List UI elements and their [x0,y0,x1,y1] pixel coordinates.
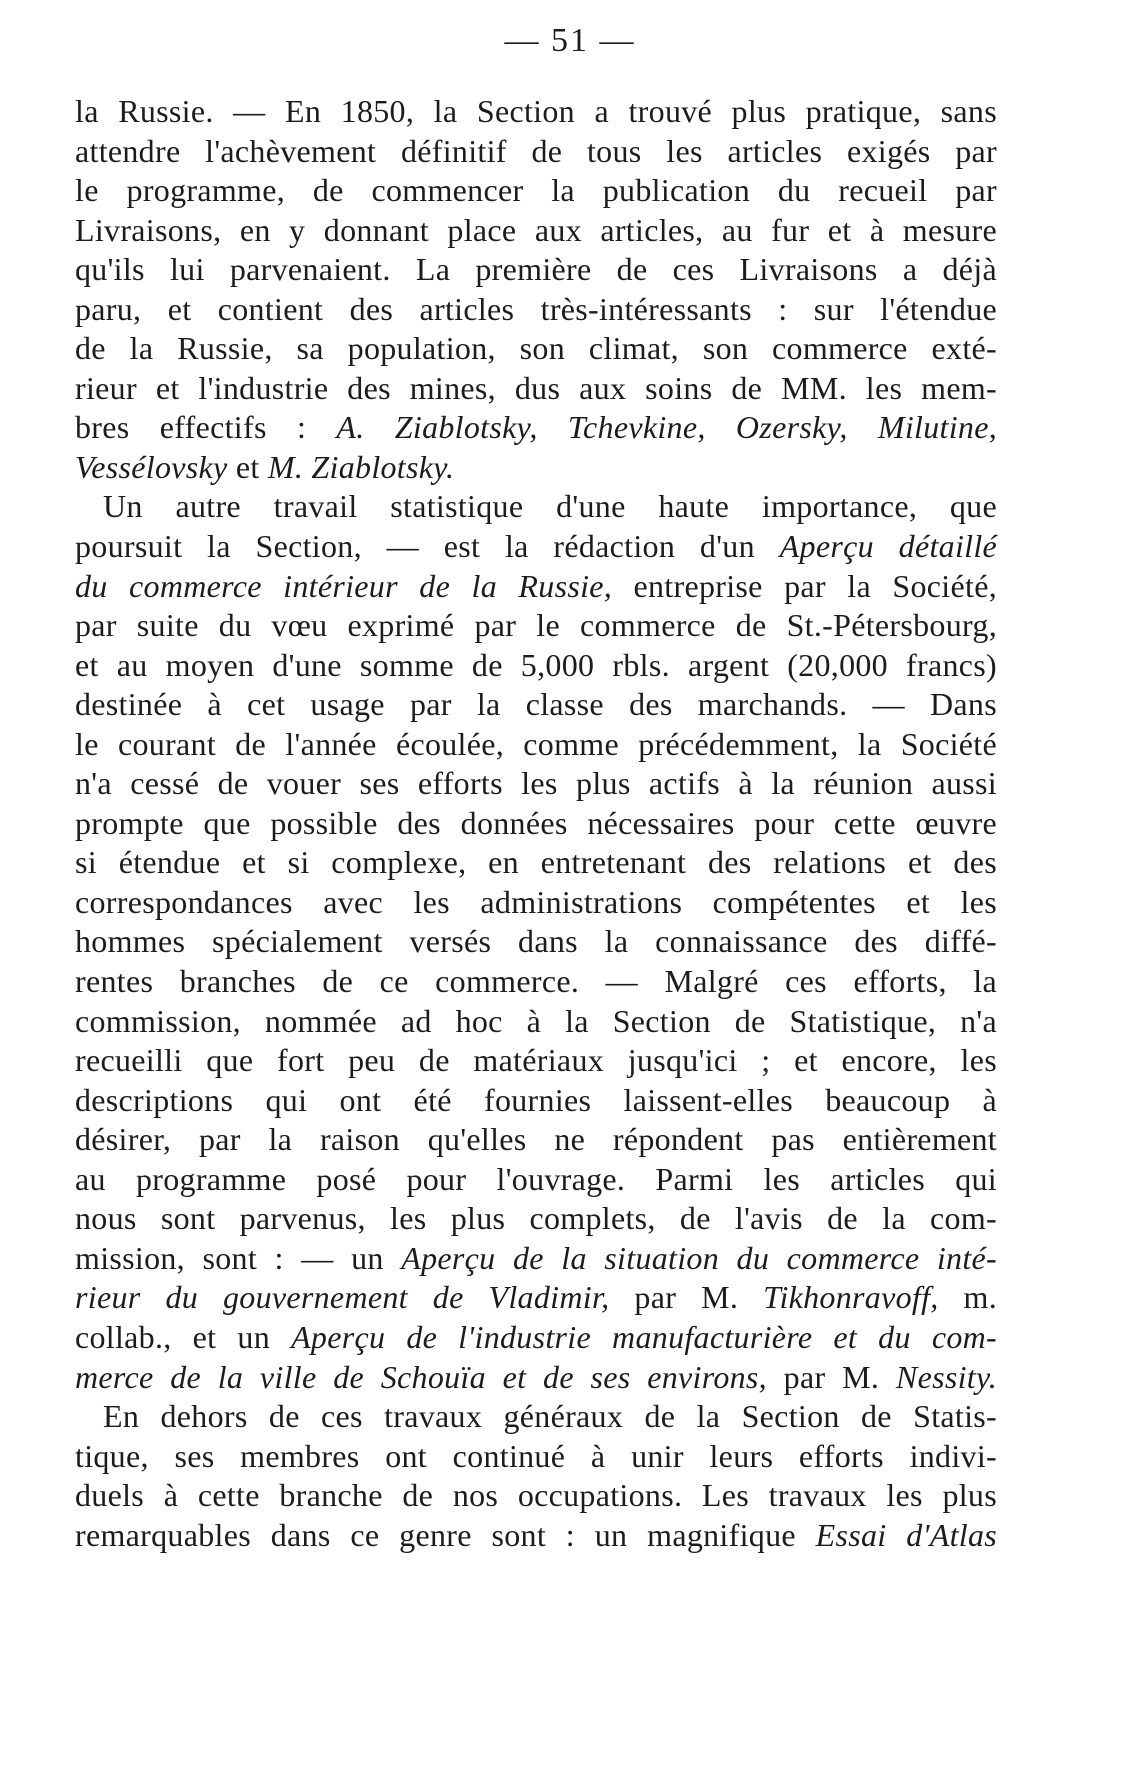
text-line: En dehors de ces travaux généraux de la Section de Statis- [103,1398,997,1435]
text-line: du commerce intérieur de la Russie, entreprise par la Société, [75,567,997,604]
text-line: rieur du gouvernement de Vladimir, par M. Tikhonravoff, m. [75,1279,998,1316]
body-text [75,92,997,1555]
text-line: tique, ses membres ont continué à unir leurs efforts indivi- [75,1437,997,1474]
text-line: si étendue et si complexe, en entretenant des relations et des [75,844,997,881]
text-line: collab., et un Aperçu de l'industrie manufacturière et du com- [75,1318,998,1355]
text-line: rieur et l'industrie des mines, dus aux soins de MM. les mem- [75,369,997,406]
text-line: descriptions qui ont été fournies laissent-elles beaucoup à [75,1081,997,1118]
text-line: recueilli que fort peu de matériaux jusqu'ici ; et encore, les [75,1042,997,1079]
text-line: mission, sont : — un Aperçu de la situation du commerce inté- [75,1239,997,1276]
text-line: qu'ils lui parvenaient. La première de ces Livraisons a déjà [75,251,997,288]
text-line: la Russie. — En 1850, la Section a trouvé plus pratique, sans [75,93,997,129]
text-line: correspondances avec les administrations compétentes et les [75,883,997,920]
text-line: hommes spécialement versés dans la connaissance des diffé- [75,923,997,960]
text-line: le courant de l'année écoulée, comme précédemment, la Société [75,725,997,762]
text-line: paru, et contient des articles très-intéressants : sur l'étendue [75,290,997,327]
text-line: commission, nommée ad hoc à la Section de Statistique, n'a [75,1002,997,1039]
text-line: nous sont parvenus, les plus complets, de l'avis de la com- [75,1200,997,1237]
text-line: par suite du vœu exprimé par le commerce de St.-Pétersbourg, [75,607,997,644]
text-line: Vessélovsky et M. Ziablotsky. [75,448,455,485]
text-line: poursuit la Section, — est la rédaction d'un Aperçu détaillé [75,528,998,565]
text-line: merce de la ville de Schouïa et de ses environs, par M. Nessity. [75,1358,997,1395]
text-line: bres effectifs : A. Ziablotsky, Tchevkine, Ozersky, Milutine, [75,409,997,446]
text-line: rentes branches de ce commerce. — Malgré ces efforts, la [75,963,997,1000]
text-line: destinée à cet usage par la classe des marchands. — Dans [75,686,997,723]
text-line: de la Russie, sa population, son climat, son commerce exté- [75,330,997,367]
text-line: le programme, de commencer la publication du recueil par [75,172,997,209]
text-line: désirer, par la raison qu'elles ne répondent pas entièrement [75,1121,997,1158]
page-number: — 51 — [504,22,636,59]
text-line: et au moyen d'une somme de 5,000 rbls. argent (20,000 francs) [75,646,997,683]
text-line: n'a cessé de vouer ses efforts les plus actifs à la réunion aussi [75,765,997,802]
text-line: duels à cette branche de nos occupations. Les travaux les plus [75,1477,997,1514]
text-line: Un autre travail statistique d'une haute importance, que [103,488,997,525]
text-line: au programme posé pour l'ouvrage. Parmi les articles qui [75,1160,997,1197]
text-line: prompte que possible des données nécessaires pour cette œuvre [75,804,997,841]
text-line: remarquables dans ce genre sont : un magnifique Essai d'Atlas [75,1516,997,1553]
text-line: attendre l'achèvement définitif de tous les articles exigés par [75,132,997,169]
text-line: Livraisons, en y donnant place aux articles, au fur et à mesure [75,211,997,248]
